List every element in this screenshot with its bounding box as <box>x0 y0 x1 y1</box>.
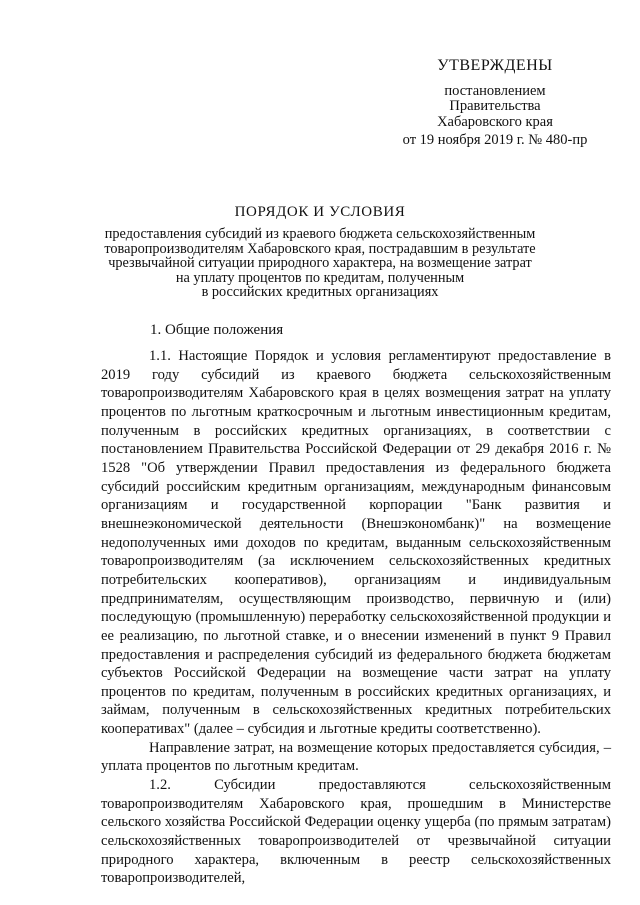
document-body <box>101 347 611 888</box>
approval-date-line: от 19 ноября 2019 г. № 480-пр <box>402 132 588 148</box>
paragraph: Направление затрат, на возмещение которых предоставляется субсидия, – уплата процентов по льготным кредитам. <box>101 739 611 775</box>
subtitle-line: предоставления субсидий из краевого бюджета сельскохозяйственным <box>104 226 536 242</box>
approval-line-3: Хабаровского края <box>437 113 553 130</box>
approval-block <box>380 58 610 149</box>
approval-heading: УТВЕРЖДЕНЫ <box>437 57 553 74</box>
subtitle-line: на уплату процентов по кредитам, полученным <box>175 269 465 286</box>
approval-line-1: постановлением <box>444 82 546 99</box>
document-title: ПОРЯДОК И УСЛОВИЯ <box>234 204 406 220</box>
subtitle-line: в российских кредитных организациях <box>201 284 439 301</box>
document-subtitle <box>60 227 580 300</box>
approval-line-2: Правительства <box>449 98 541 114</box>
subtitle-line: товаропроизводителям Хабаровского края, пострадавшим в результате <box>104 240 536 257</box>
subtitle-line: чрезвычайной ситуации природного характера, на возмещение затрат <box>108 255 532 272</box>
section-heading: 1. Общие положения <box>150 322 284 338</box>
paragraph: 1.2. Субсидии предоставляются сельскохозяйственным товаропроизводителям Хабаровского края, прошедшим в Министерстве сельского хозяйства Российской Федерации оценку ущерба (по прямым затратам) сельскохозяйственных товаропроизводителей от чрезвычайной ситуации природного характера, включенным в реестр сельскохозяйственных товаропроизводителей, <box>101 777 611 887</box>
paragraph: 1.1. Настоящие Порядок и условия регламентируют предоставление в 2019 году субсидий из краевого бюджета сельскохозяйственным товаропроизводителям Хабаровского края в целях возмещения затрат на уплату процентов по льготным краткосрочным и льготным инвестиционным кредитам, полученным в российских кредитных организациях, в соответствии с постановлением Правительства Российской Федерации от 29 декабря 2016 г. № 1528 "Об утверждении Правил предоставления из федерального бюджета субсидий российским кредитным организациям, международным финансовым организациям и государственной корпорации "Банк развития и внешнеэкономической деятельности (Внешэкономбанк)" на возмещение недополученных ими доходов по кредитам, выданным сельскохозяйственным товаропроизводителям (за исключением сельскохозяйственных кредитных потребительских кооперативов), организациям и индивидуальным предпринимателям, осуществляющим производство, первичную и (или) последующую (промышленную) переработку сельскохозяйственной продукции и ее реализацию, по льготной ставке, и о внесении изменений в пункт 9 Правил предоставления и распределения субсидий из федерального бюджета бюджетам субъектов Российской Федерации на возмещение части затрат на уплату процентов по кредитам, полученным в российских кредитных организациях, и займам, полученным в сельскохозяйственных кредитных потребительских кооперативах" (далее – субсидия и льготные кредиты соответственно). <box>101 348 611 738</box>
